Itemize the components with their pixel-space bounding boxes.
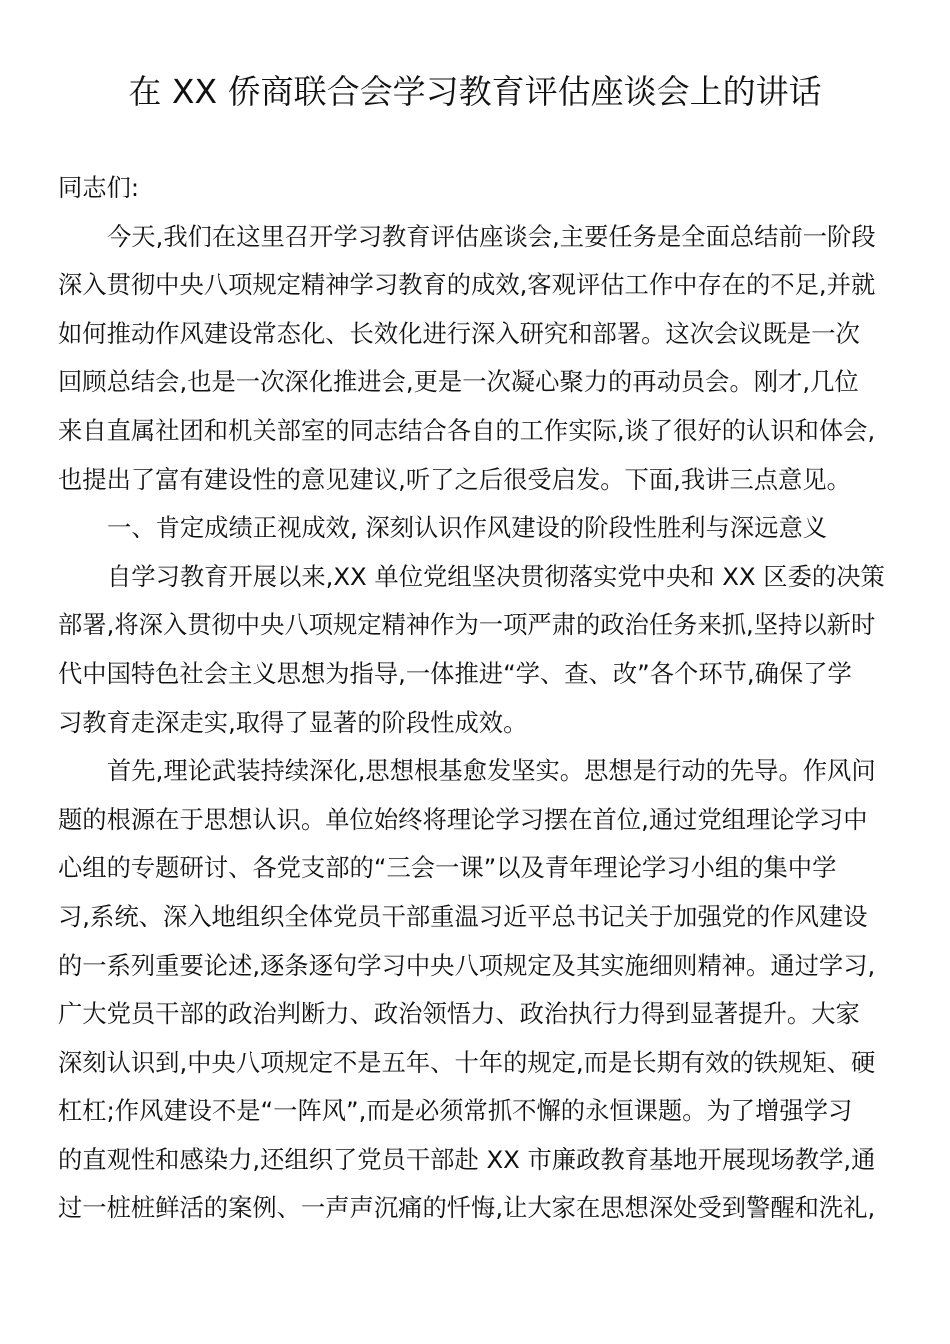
paragraph-line: 的一系列重要论述,逐条逐句学习中央八项规定及其实施细则精神。通过学习, — [58, 950, 876, 980]
paragraph-line: 深入贯彻中央八项规定精神学习教育的成效,客观评估工作中存在的不足,并就 — [58, 270, 876, 300]
paragraph-line: 习教育走深走实,取得了显著的阶段性成效。 — [58, 707, 528, 737]
paragraph-line: 过一桩桩鲜活的案例、一声声沉痛的忏悔,让大家在思想深处受到警醒和洗礼, — [58, 1193, 876, 1223]
paragraph-line: 广大党员干部的政治判断力、政治领悟力、政治执行力得到显著提升。大家 — [58, 999, 860, 1029]
paragraph-line: 题的根源在于思想认识。单位始终将理论学习摆在首位,通过党组理论学习中 — [58, 804, 868, 834]
paragraph-line: 今天,我们在这里召开学习教育评估座谈会,主要任务是全面总结前一阶段 — [107, 221, 876, 251]
paragraph-line: 自学习教育开展以来,XX 单位党组坚决贯彻落实党中央和 XX 区委的决策 — [107, 561, 885, 591]
paragraph-line: 也提出了富有建设性的意见建议,听了之后很受启发。下面,我讲三点意见。 — [58, 464, 851, 494]
paragraph-line: 杠杠;作风建设不是“一阵风”,而是必须常抓不懈的永恒课题。为了增强学习 — [58, 1096, 853, 1126]
document-title: 在 XX 侨商联合会学习教育评估座谈会上的讲话 — [128, 72, 822, 111]
section-heading: 一、肯定成绩正视成效, 深刻认识作风建设的阶段性胜利与深远意义 — [107, 513, 828, 543]
paragraph-line: 来自直属社团和机关部室的同志结合各自的工作实际,谈了很好的认识和体会, — [58, 415, 876, 445]
paragraph-line: 部署,将深入贯彻中央八项规定精神作为一项严肃的政治任务来抓,坚持以新时 — [58, 610, 876, 640]
paragraph-line: 深刻认识到,中央八项规定不是五年、十年的规定,而是长期有效的铁规矩、硬 — [58, 1047, 876, 1077]
salutation: 同志们: — [58, 173, 140, 202]
paragraph-line: 习,系统、深入地组织全体党员干部重温习近平总书记关于加强党的作风建设 — [58, 901, 868, 931]
paragraph-line: 的直观性和感染力,还组织了党员干部赴 XX 市廉政教育基地开展现场教学,通 — [58, 1144, 876, 1174]
document-body — [58, 164, 894, 1233]
paragraph-line: 如何推动作风建设常态化、长效化进行深入研究和部署。这次会议既是一次 — [58, 318, 860, 348]
paragraph-line: 代中国特色社会主义思想为指导,一体推进“学、查、改”各个环节,确保了学 — [58, 658, 852, 688]
paragraph-line: 回顾总结会,也是一次深化推进会,更是一次凝心聚力的再动员会。刚才,几位 — [58, 367, 859, 397]
paragraph-line: 首先,理论武装持续深化,思想根基愈发坚实。思想是行动的先导。作风问 — [107, 756, 876, 786]
paragraph-line: 心组的专题研讨、各党支部的“三会一课”以及青年理论学习小组的集中学 — [58, 853, 837, 883]
